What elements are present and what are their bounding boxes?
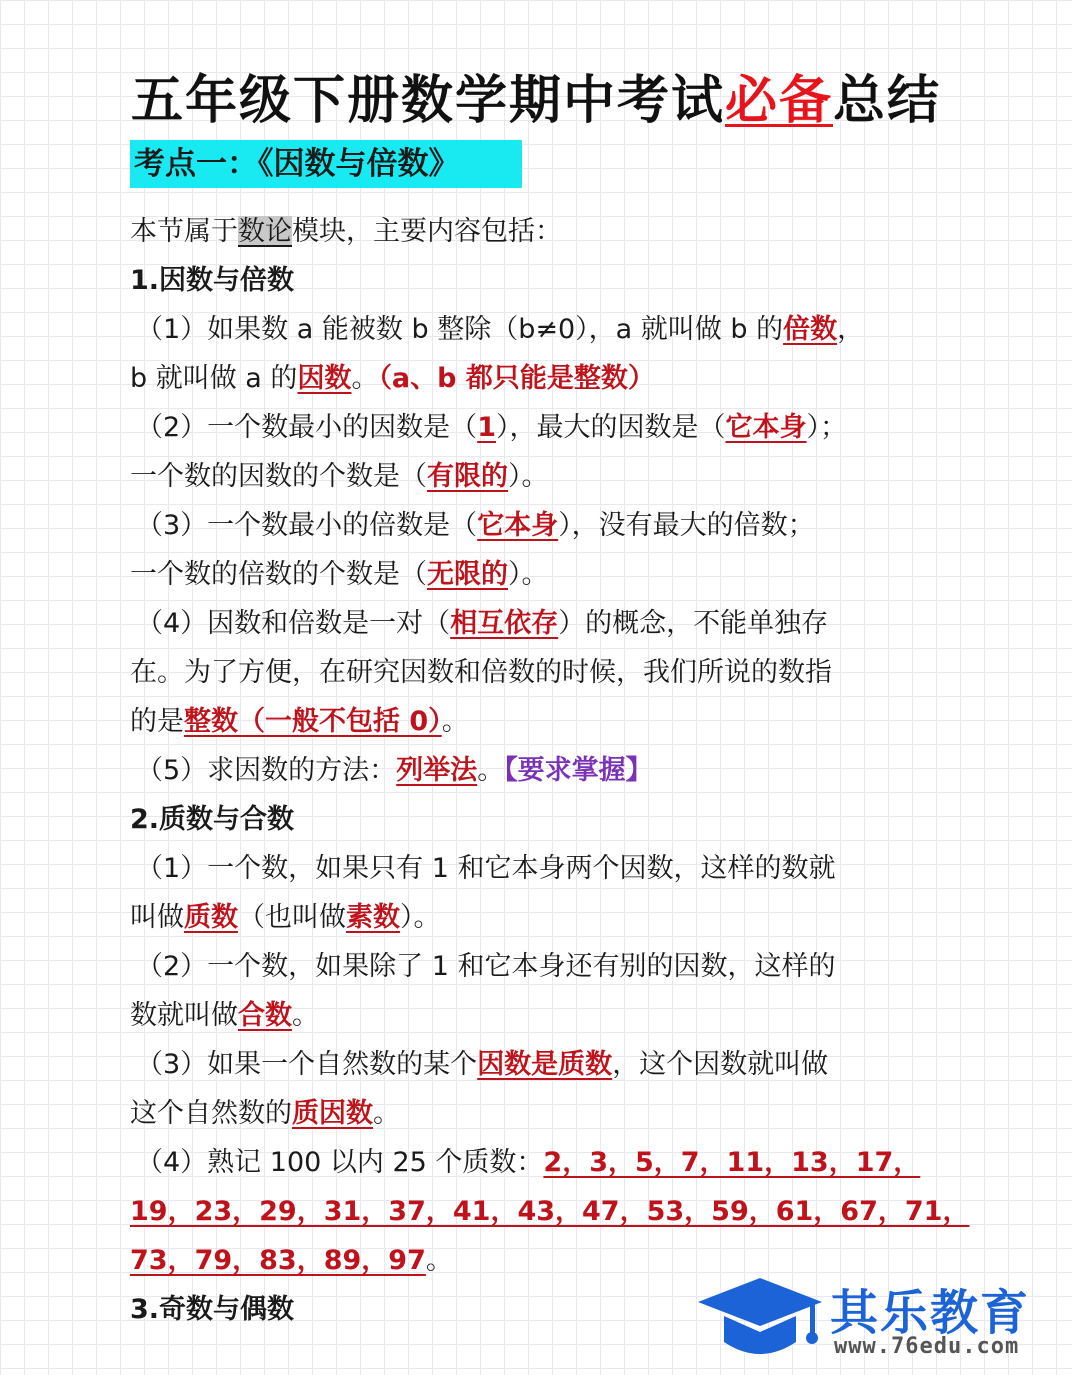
highlight-term: 数论 (238, 216, 292, 247)
q3-line1 (130, 1040, 960, 1089)
heading-factors-multiples: 1.因数与倍数 (130, 265, 295, 296)
text: 叫做 (130, 902, 184, 933)
text: ），最大的因数是（ (495, 412, 726, 443)
text: 。 (292, 1000, 319, 1031)
text: （3）一个数最小的倍数是（ (136, 510, 478, 541)
requirement-note: 【要求掌握】 (504, 755, 653, 786)
text: （也叫做 (238, 902, 346, 933)
text: 。 (441, 706, 469, 737)
text: 数就叫做 (130, 1000, 238, 1031)
text: （5）求因数的方法： (136, 755, 397, 786)
p1-line1 (130, 305, 960, 354)
content (130, 207, 970, 1334)
intro-line (130, 207, 960, 256)
q3-line2 (130, 1089, 960, 1138)
text: 这个自然数的 (130, 1098, 292, 1129)
text: 本节属于 (130, 216, 238, 247)
text: 。 (425, 1245, 453, 1276)
page-title (0, 58, 1072, 133)
q4-line2 (130, 1187, 970, 1236)
heading-prime-composite: 2.质数与合数 (130, 804, 295, 835)
p4-line2: 在。为了方便，在研究因数和倍数的时候，我们所说的数指 (130, 657, 832, 688)
brand-name: 其乐教育 (830, 1285, 1031, 1341)
p5-line (130, 746, 960, 795)
key-term: 整数（一般不包括 0） (184, 706, 442, 737)
p1-line2 (130, 354, 960, 403)
text: 。 (477, 755, 505, 786)
key-term: 它本身 (477, 510, 559, 541)
brand-url: www.76edu.com (834, 1334, 1020, 1359)
section-heading: 考点一：《因数与倍数》 (130, 140, 522, 188)
text: （4）熟记 100 以内 25 个质数： (136, 1147, 544, 1178)
text: ）。 (400, 902, 441, 933)
key-term: 它本身 (725, 412, 807, 443)
brand-logo (690, 1270, 1062, 1370)
note: （a、b 都只能是整数） (378, 363, 655, 394)
text: （2）一个数最小的因数是（ (136, 412, 478, 443)
prime-list: 73，79，83，89，97 (130, 1245, 426, 1276)
q4-line1 (130, 1138, 960, 1187)
title-end: 总结 (833, 71, 942, 131)
text: 一个数的倍数的个数是（ (130, 559, 427, 590)
q2-line1: （2）一个数，如果除了 1 和它本身还有别的因数，这样的 (136, 951, 836, 982)
key-term: 因数是质数 (477, 1049, 613, 1080)
text: ，这个因数就叫做 (612, 1049, 829, 1080)
key-term: 因数 (297, 363, 352, 394)
key-term: 有限的 (427, 461, 508, 492)
title-main: 五年级下册数学期中考试 (130, 71, 725, 131)
p4-line1 (130, 599, 960, 648)
text: 。 (373, 1098, 400, 1129)
prime-list: 2，3，5，7，11，13，17， (543, 1147, 921, 1178)
prime-list: 19，23，29，31，37，41，43，47，53，59，61，67，71， (130, 1196, 970, 1227)
text: 模块，主要内容包括： (292, 216, 562, 247)
text: ）。 (508, 559, 549, 590)
q1-line2 (130, 893, 960, 942)
text: ）； (806, 412, 847, 443)
key-term: 质因数 (292, 1098, 373, 1129)
text: ），没有最大的倍数； (558, 510, 815, 541)
text: 。 (351, 363, 379, 394)
heading-odd-even: 3.奇数与偶数 (130, 1294, 295, 1325)
key-term: 列举法 (396, 755, 478, 786)
text: ）的概念，不能单独存 (558, 608, 829, 639)
text: （4）因数和倍数是一对（ (136, 608, 451, 639)
key-term: 相互依存 (450, 608, 559, 639)
key-term: 无限的 (427, 559, 508, 590)
text: （1）如果数 a 能被数 b 整除（b≠0），a 就叫做 b 的 (136, 314, 784, 345)
text: 的是 (130, 706, 184, 737)
key-term: 合数 (238, 1000, 292, 1031)
p2-line2 (130, 452, 960, 501)
key-term: 倍数 (783, 314, 838, 345)
q1-line1: （1）一个数，如果只有 1 和它本身两个因数，这样的数就 (136, 853, 836, 884)
key-term: 1 (477, 412, 496, 443)
p4-line3 (130, 697, 960, 746)
p3-line2 (130, 550, 960, 599)
text: 一个数的因数的个数是（ (130, 461, 427, 492)
q2-line2 (130, 991, 960, 1040)
key-term: 质数 (184, 902, 238, 933)
text: （3）如果一个自然数的某个 (136, 1049, 478, 1080)
title-highlight: 必备 (724, 71, 833, 131)
text: b 就叫做 a 的 (130, 363, 298, 394)
p3-line1 (130, 501, 960, 550)
p2-line1 (130, 403, 960, 452)
text: ）。 (508, 461, 549, 492)
text: ， (837, 314, 865, 345)
graduation-cap-icon (690, 1270, 830, 1370)
key-term: 素数 (346, 902, 400, 933)
